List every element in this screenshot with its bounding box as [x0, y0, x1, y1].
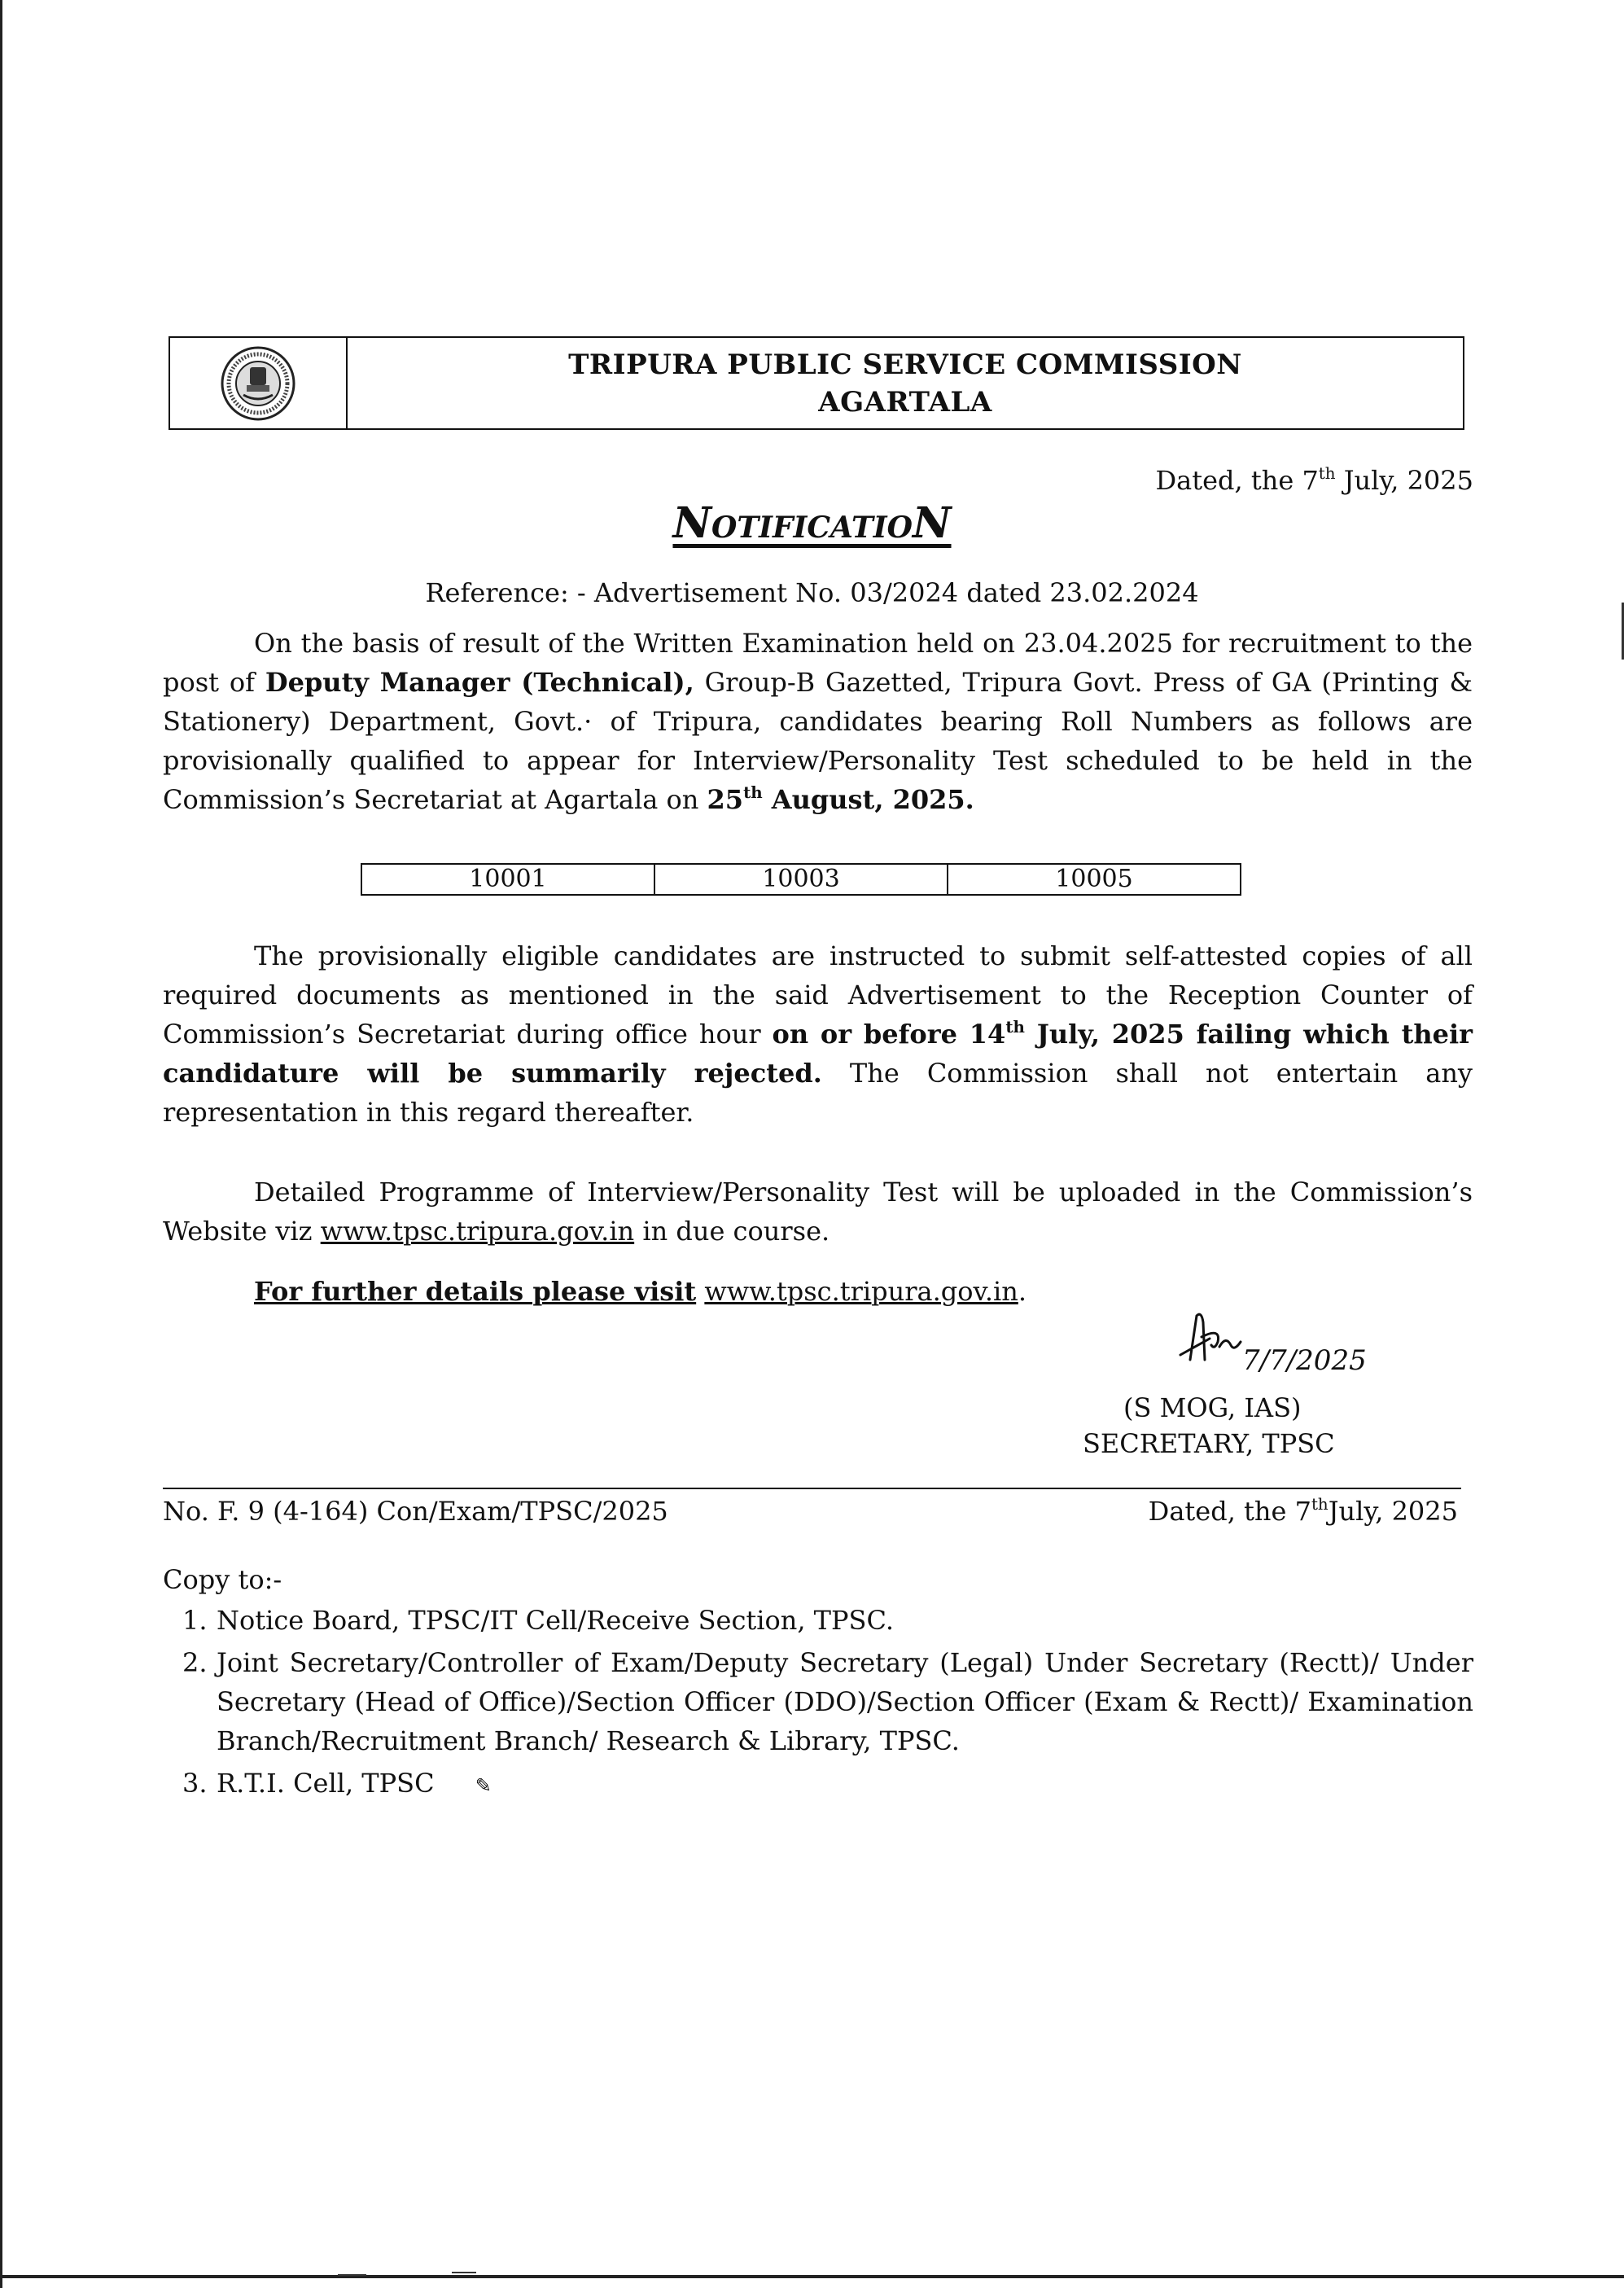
file-number: No. F. 9 (4-164) Con/Exam/TPSC/2025 [163, 1496, 668, 1527]
svg-text:7/7/2025: 7/7/2025 [1242, 1344, 1367, 1377]
para2-line: candidature will be summarily rejected. The Commission shall not entertain any [163, 1058, 1473, 1089]
website-link[interactable]: www.tpsc.tripura.gov.in [320, 1216, 635, 1247]
scan-dash [338, 2274, 366, 2276]
list-item: 3. R.T.I. Cell, TPSC ✎ [182, 1768, 492, 1799]
para3-line: Detailed Programme of Interview/Personality Test will be uploaded in the Commission’s [254, 1177, 1473, 1208]
state-emblem-icon [219, 344, 297, 423]
list-item: 2. Joint Secretary/Controller of Exam/Deputy Secretary (Legal) Under Secretary (Rectt)/ Under Secretary (Head of Office)/Section Officer (DDO)/Section Officer (Exam & Rectt)/ Examination Branch/Recruitment Branch/ Research & Library, TPSC. [182, 1647, 1473, 1756]
para2-line: representation in this regard thereafter. [163, 1097, 694, 1128]
pen-mark: ✎ [475, 1774, 492, 1797]
scan-edge-left [0, 0, 2, 2288]
roll-number-cell: 10001 [362, 865, 655, 894]
letterhead-box [169, 336, 1464, 430]
copy-to-label: Copy to:- [163, 1564, 282, 1595]
notification-title: NotificatioN [672, 498, 952, 548]
scan-dash [452, 2272, 476, 2273]
list-item: 1. Notice Board, TPSC/IT Cell/Receive Section, TPSC. [182, 1605, 894, 1636]
letterhead-title [348, 338, 1463, 428]
copy-to-list [163, 1601, 1473, 1805]
para2-line: The provisionally eligible candidates are instructed to submit self-attested copies of all [254, 940, 1473, 971]
para1-line: Commission’s Secretariat at Agartala on 25th August, 2025. [163, 782, 974, 815]
emblem-cell [170, 338, 348, 428]
roll-number-cell: 10003 [655, 865, 948, 894]
roll-number-table [361, 863, 1241, 896]
para1-line: On the basis of result of the Written Examination held on 23.04.2025 for recruitment to the [254, 628, 1473, 659]
further-details-label: For further details please visit [254, 1276, 697, 1307]
signatory-name: (S MOG, IAS) [1123, 1392, 1302, 1423]
issue-date-bottom: Dated, the 7thJuly, 2025 [1148, 1495, 1458, 1527]
para2-line: required documents as mentioned in the said Advertisement to the Reception Counter of [163, 980, 1473, 1010]
further-details-line: For further details please visit www.tpsc.tripura.gov.in. [254, 1276, 1026, 1307]
para1-line: post of Deputy Manager (Technical), Group-B Gazetted, Tripura Govt. Press of GA (Printing & [163, 667, 1473, 698]
reference-line: Reference: - Advertisement No. 03/2024 dated 23.02.2024 [425, 577, 1199, 608]
org-name: TRIPURA PUBLIC SERVICE COMMISSION [568, 348, 1242, 381]
para1-line: provisionally qualified to appear for Interview/Personality Test scheduled to be held in the [163, 745, 1473, 776]
para1-line: Stationery) Department, Govt.· of Tripura, candidates bearing Roll Numbers as follows are [163, 706, 1473, 737]
roll-number-cell: 10005 [1055, 865, 1133, 893]
para2-line: Commission’s Secretariat during office hour on or before 14th July, 2025 failing which their [163, 1017, 1473, 1050]
issue-date-top: Dated, the 7th July, 2025 [1155, 464, 1473, 496]
org-city: AGARTALA [818, 385, 992, 419]
further-details-link[interactable]: www.tpsc.tripura.gov.in [704, 1276, 1018, 1307]
signatory-title: SECRETARY, TPSC [1083, 1428, 1335, 1459]
para3-line: Website viz www.tpsc.tripura.gov.in in due course. [163, 1216, 830, 1247]
divider-line [163, 1488, 1461, 1489]
handwritten-signature [1172, 1309, 1400, 1384]
scan-edge-bottom [0, 2275, 1624, 2278]
